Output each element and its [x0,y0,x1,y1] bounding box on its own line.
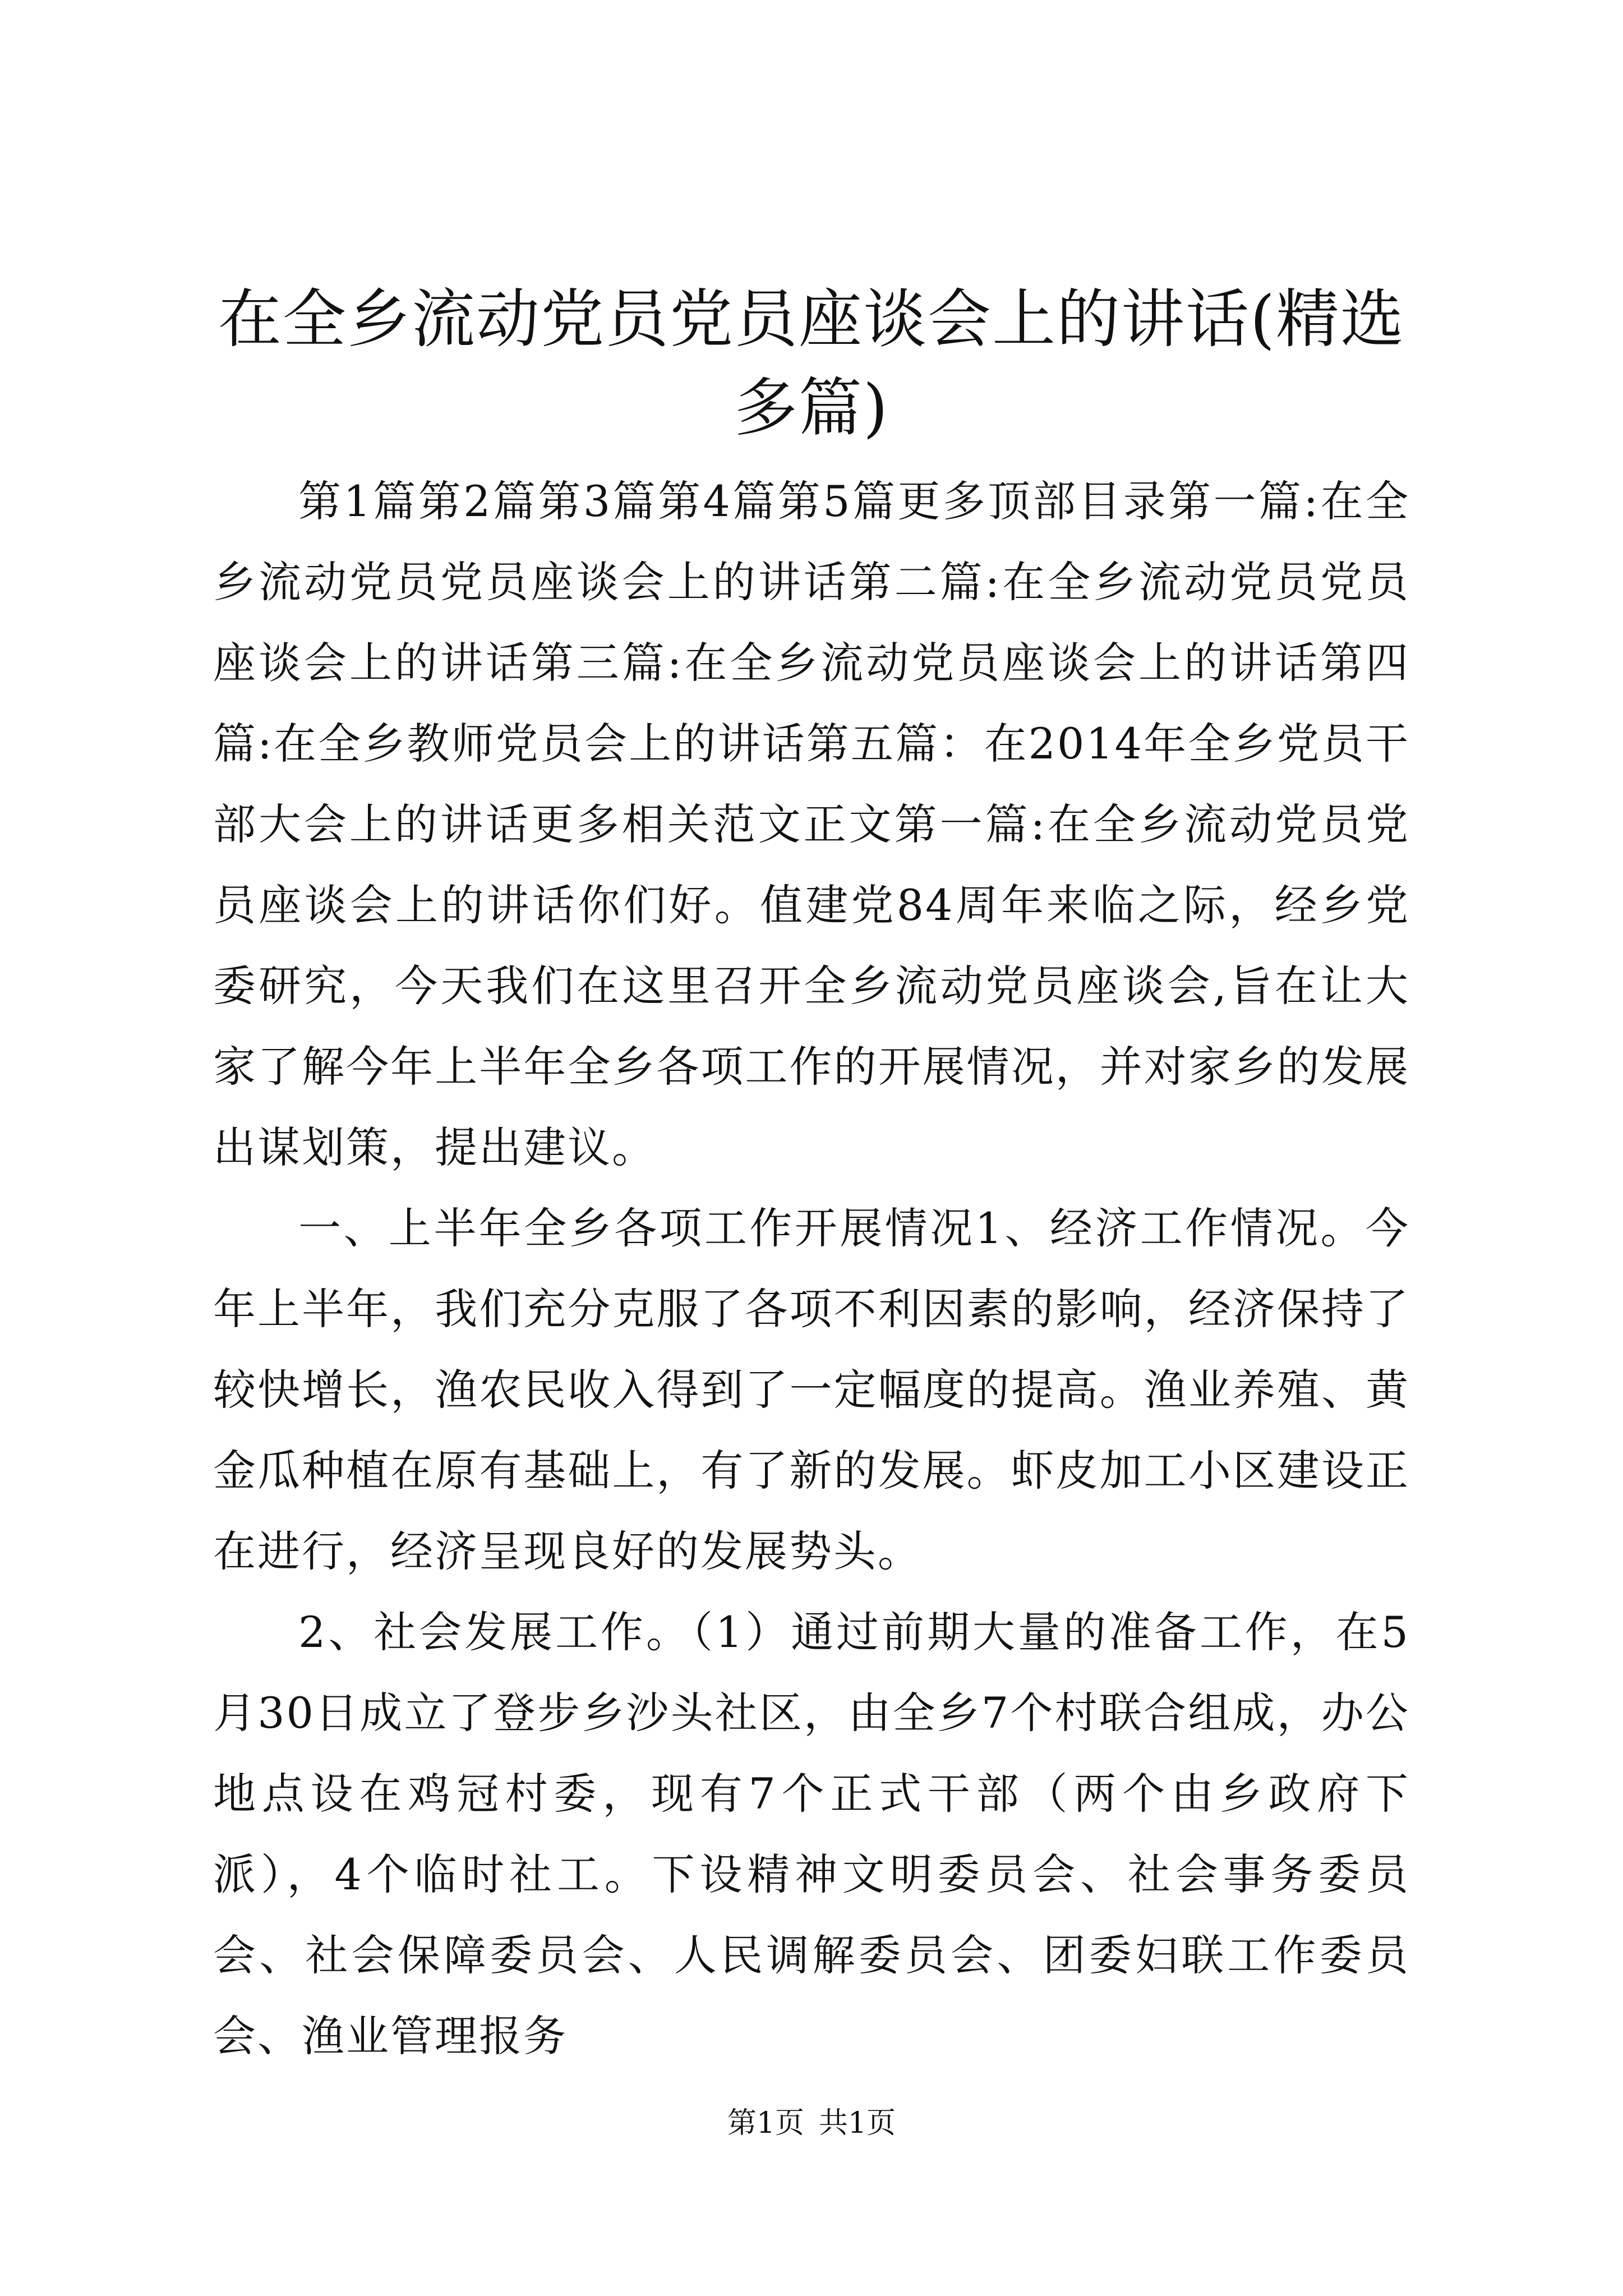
document-title: 在全乡流动党员党员座谈会上的讲话(精选多篇) [218,282,1405,445]
paragraph-social-development: 2、社会发展工作。（1）通过前期大量的准备工作，在5月30日成立了登步乡沙头社区，由全乡7个村联合组成，办公地点设在鸡冠村委，现有7个正式干部（两个由乡政府下派），4个临时社工。下设精神文明委员会、社会事务委员会、社会保障委员会、人民调解委员会、团委妇联工作委员会、渔业管理报务 [213,1607,1410,2061]
page-total: 共1页 [819,2106,896,2140]
page-number: 第1页 [727,2106,804,2140]
paragraph-economic-work: 一、上半年全乡各项工作开展情况1、经济工作情况。今年上半年，我们充分克服了各项不利因素的影响，经济保持了较快增长，渔农民收入得到了一定幅度的提高。渔业养殖、黄金瓜种植在原有基础上，有了新的发展。虾皮加工小区建设正在进行，经济呈现良好的发展势头。 [213,1203,1410,1576]
document-body [213,461,1410,2077]
page-footer [0,2104,1623,2143]
paragraph-table-of-contents: 第1篇第2篇第3篇第4篇第5篇更多顶部目录第一篇:在全乡流动党员党员座谈会上的讲话第二篇:在全乡流动党员党员座谈会上的讲话第三篇:在全乡流动党员座谈会上的讲话第四篇:在全乡教师党员会上的讲话第五篇：在2014年全乡党员干部大会上的讲话更多相关范文正文第一篇:在全乡流动党员党员座谈会上的讲话你们好。值建党84周年来临之际，经乡党委研究，今天我们在这里召开全乡流动党员座谈会,旨在让大家了解今年上半年全乡各项工作的开展情况，并对家乡的发展出谋划策，提出建议。 [213,476,1410,1172]
